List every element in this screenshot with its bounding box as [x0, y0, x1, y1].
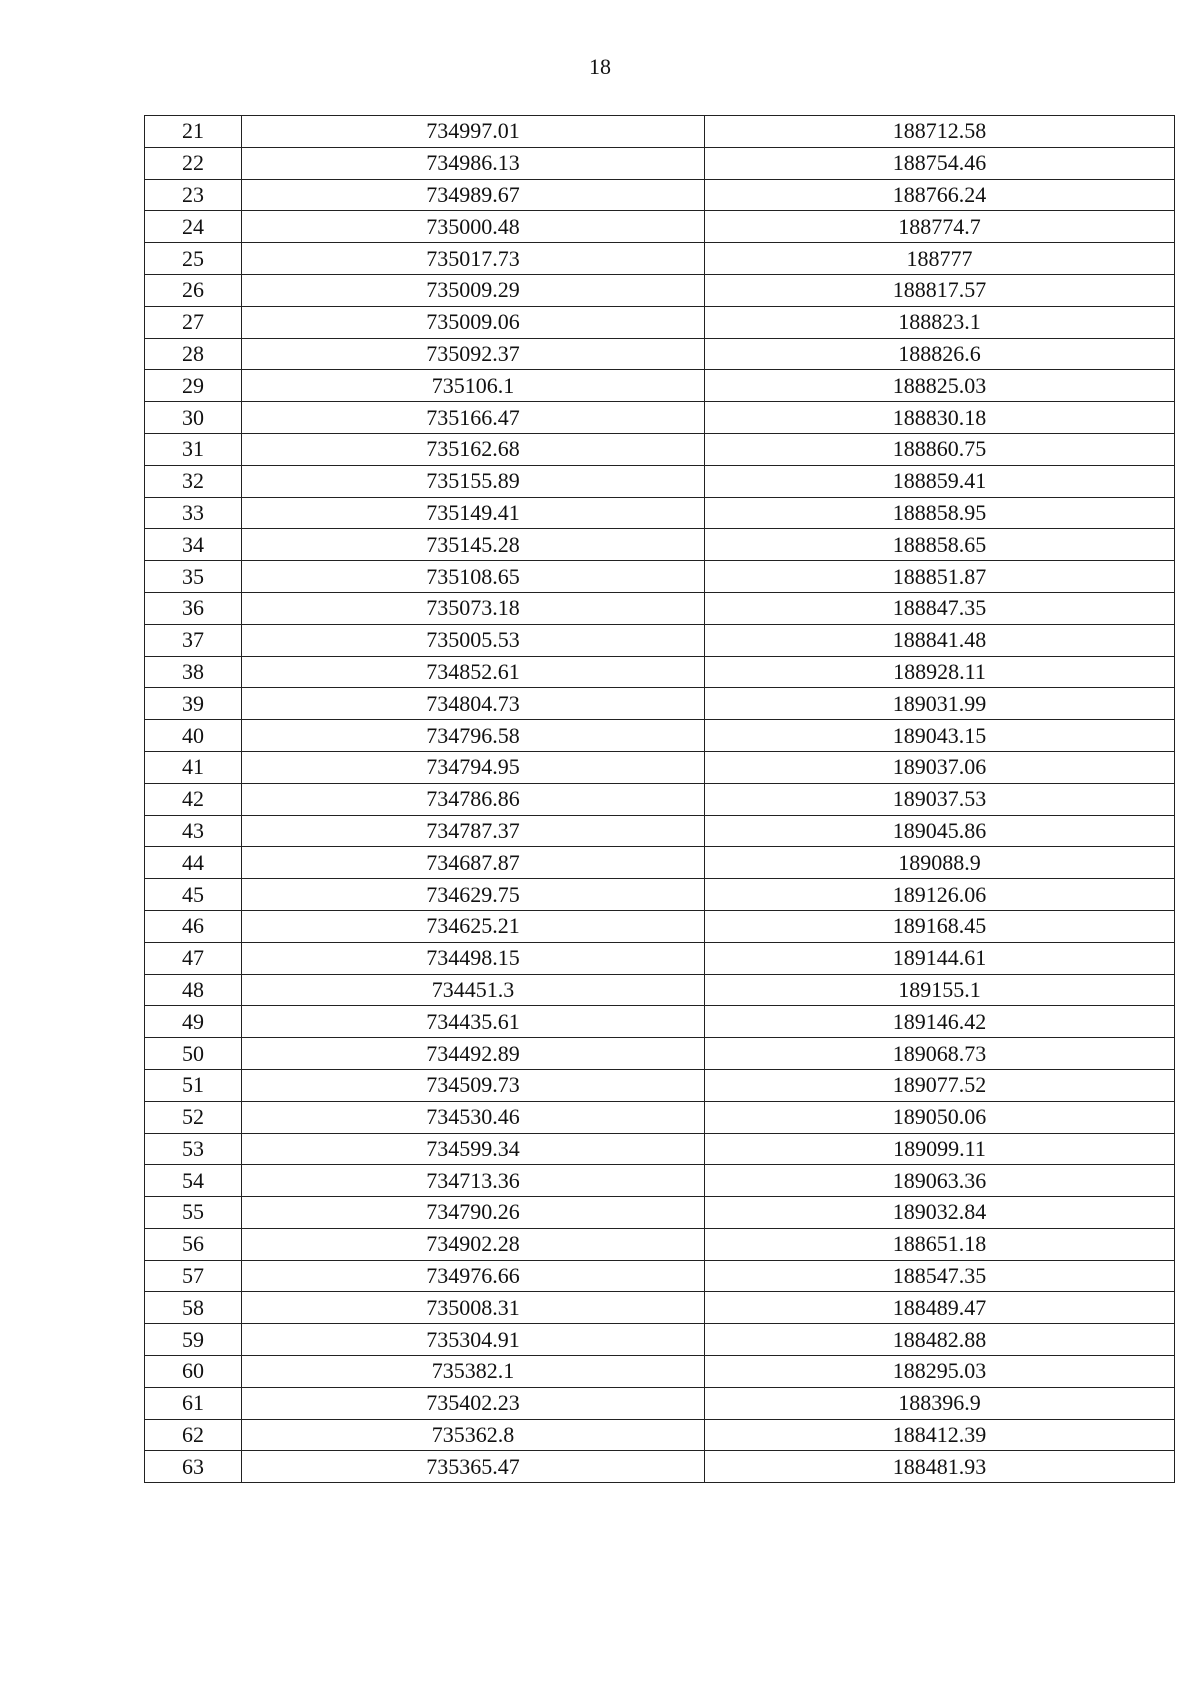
point-number-cell: 59 [145, 1324, 242, 1356]
point-number-cell: 51 [145, 1069, 242, 1101]
y-coordinate-cell: 189050.06 [705, 1101, 1175, 1133]
point-number-cell: 30 [145, 402, 242, 434]
y-coordinate-cell: 189063.36 [705, 1165, 1175, 1197]
point-number-cell: 47 [145, 942, 242, 974]
y-coordinate-cell: 189146.42 [705, 1006, 1175, 1038]
x-coordinate-cell: 735162.68 [242, 433, 705, 465]
table-row [145, 783, 1175, 815]
y-coordinate-cell: 188651.18 [705, 1228, 1175, 1260]
point-number-cell: 57 [145, 1260, 242, 1292]
x-coordinate-cell: 735106.1 [242, 370, 705, 402]
x-coordinate-cell: 734794.95 [242, 751, 705, 783]
table-row [145, 243, 1175, 275]
y-coordinate-cell: 188825.03 [705, 370, 1175, 402]
y-coordinate-cell: 189037.53 [705, 783, 1175, 815]
point-number-cell: 54 [145, 1165, 242, 1197]
table-row [145, 529, 1175, 561]
table-row [145, 847, 1175, 879]
point-number-cell: 37 [145, 624, 242, 656]
point-number-cell: 26 [145, 274, 242, 306]
x-coordinate-cell: 735145.28 [242, 529, 705, 561]
y-coordinate-cell: 188826.6 [705, 338, 1175, 370]
page-number: 18 [589, 54, 611, 79]
x-coordinate-cell: 735362.8 [242, 1419, 705, 1451]
point-number-cell: 44 [145, 847, 242, 879]
table-row [145, 1101, 1175, 1133]
x-coordinate-cell: 735304.91 [242, 1324, 705, 1356]
x-coordinate-cell: 734435.61 [242, 1006, 705, 1038]
table-row [145, 879, 1175, 911]
point-number-cell: 60 [145, 1356, 242, 1388]
x-coordinate-cell: 734713.36 [242, 1165, 705, 1197]
point-number-cell: 58 [145, 1292, 242, 1324]
y-coordinate-cell: 189144.61 [705, 942, 1175, 974]
table-row [145, 1387, 1175, 1419]
y-coordinate-cell: 189032.84 [705, 1197, 1175, 1229]
y-coordinate-cell: 188489.47 [705, 1292, 1175, 1324]
y-coordinate-cell: 188481.93 [705, 1451, 1175, 1483]
table-row [145, 624, 1175, 656]
y-coordinate-cell: 189126.06 [705, 879, 1175, 911]
x-coordinate-cell: 734509.73 [242, 1069, 705, 1101]
y-coordinate-cell: 188830.18 [705, 402, 1175, 434]
point-number-cell: 46 [145, 910, 242, 942]
x-coordinate-cell: 735155.89 [242, 465, 705, 497]
y-coordinate-cell: 188851.87 [705, 561, 1175, 593]
x-coordinate-cell: 734997.01 [242, 116, 705, 148]
table-row [145, 211, 1175, 243]
x-coordinate-cell: 735073.18 [242, 592, 705, 624]
point-number-cell: 61 [145, 1387, 242, 1419]
table-row [145, 592, 1175, 624]
table-row [145, 402, 1175, 434]
y-coordinate-cell: 188295.03 [705, 1356, 1175, 1388]
x-coordinate-cell: 734804.73 [242, 688, 705, 720]
x-coordinate-cell: 735005.53 [242, 624, 705, 656]
table-row [145, 1069, 1175, 1101]
x-coordinate-cell: 735008.31 [242, 1292, 705, 1324]
point-number-cell: 24 [145, 211, 242, 243]
x-coordinate-cell: 734498.15 [242, 942, 705, 974]
table-row [145, 910, 1175, 942]
point-number-cell: 55 [145, 1197, 242, 1229]
coordinates-table [144, 115, 1175, 1483]
table-row [145, 1006, 1175, 1038]
point-number-cell: 48 [145, 974, 242, 1006]
y-coordinate-cell: 188847.35 [705, 592, 1175, 624]
table-row [145, 1324, 1175, 1356]
y-coordinate-cell: 188860.75 [705, 433, 1175, 465]
table-row [145, 1197, 1175, 1229]
x-coordinate-cell: 735000.48 [242, 211, 705, 243]
x-coordinate-cell: 735009.06 [242, 306, 705, 338]
y-coordinate-cell: 189043.15 [705, 720, 1175, 752]
point-number-cell: 53 [145, 1133, 242, 1165]
x-coordinate-cell: 735382.1 [242, 1356, 705, 1388]
point-number-cell: 29 [145, 370, 242, 402]
y-coordinate-cell: 189099.11 [705, 1133, 1175, 1165]
x-coordinate-cell: 735108.65 [242, 561, 705, 593]
table-row [145, 720, 1175, 752]
point-number-cell: 62 [145, 1419, 242, 1451]
x-coordinate-cell: 734902.28 [242, 1228, 705, 1260]
point-number-cell: 40 [145, 720, 242, 752]
y-coordinate-cell: 188858.65 [705, 529, 1175, 561]
y-coordinate-cell: 188928.11 [705, 656, 1175, 688]
x-coordinate-cell: 734530.46 [242, 1101, 705, 1133]
point-number-cell: 50 [145, 1038, 242, 1070]
table-row [145, 465, 1175, 497]
table-row [145, 1038, 1175, 1070]
y-coordinate-cell: 189077.52 [705, 1069, 1175, 1101]
table-row [145, 179, 1175, 211]
table-row [145, 751, 1175, 783]
table-row [145, 1133, 1175, 1165]
x-coordinate-cell: 734787.37 [242, 815, 705, 847]
point-number-cell: 35 [145, 561, 242, 593]
x-coordinate-cell: 735166.47 [242, 402, 705, 434]
x-coordinate-cell: 734492.89 [242, 1038, 705, 1070]
table-row [145, 497, 1175, 529]
y-coordinate-cell: 188412.39 [705, 1419, 1175, 1451]
y-coordinate-cell: 188777 [705, 243, 1175, 275]
x-coordinate-cell: 734625.21 [242, 910, 705, 942]
point-number-cell: 34 [145, 529, 242, 561]
x-coordinate-cell: 735365.47 [242, 1451, 705, 1483]
table-row [145, 1356, 1175, 1388]
table-row [145, 370, 1175, 402]
x-coordinate-cell: 735092.37 [242, 338, 705, 370]
table-row [145, 942, 1175, 974]
x-coordinate-cell: 734599.34 [242, 1133, 705, 1165]
y-coordinate-cell: 188817.57 [705, 274, 1175, 306]
x-coordinate-cell: 734976.66 [242, 1260, 705, 1292]
point-number-cell: 45 [145, 879, 242, 911]
y-coordinate-cell: 188823.1 [705, 306, 1175, 338]
y-coordinate-cell: 189037.06 [705, 751, 1175, 783]
table-row [145, 306, 1175, 338]
y-coordinate-cell: 189168.45 [705, 910, 1175, 942]
x-coordinate-cell: 734796.58 [242, 720, 705, 752]
coordinates-table-body [145, 116, 1175, 1483]
x-coordinate-cell: 734451.3 [242, 974, 705, 1006]
x-coordinate-cell: 735017.73 [242, 243, 705, 275]
y-coordinate-cell: 188841.48 [705, 624, 1175, 656]
point-number-cell: 38 [145, 656, 242, 688]
point-number-cell: 25 [145, 243, 242, 275]
y-coordinate-cell: 188766.24 [705, 179, 1175, 211]
x-coordinate-cell: 734790.26 [242, 1197, 705, 1229]
x-coordinate-cell: 735009.29 [242, 274, 705, 306]
y-coordinate-cell: 188396.9 [705, 1387, 1175, 1419]
x-coordinate-cell: 734629.75 [242, 879, 705, 911]
table-row [145, 1419, 1175, 1451]
point-number-cell: 22 [145, 147, 242, 179]
point-number-cell: 52 [145, 1101, 242, 1133]
y-coordinate-cell: 188859.41 [705, 465, 1175, 497]
y-coordinate-cell: 189045.86 [705, 815, 1175, 847]
table-row [145, 688, 1175, 720]
x-coordinate-cell: 735402.23 [242, 1387, 705, 1419]
y-coordinate-cell: 188712.58 [705, 116, 1175, 148]
x-coordinate-cell: 734989.67 [242, 179, 705, 211]
table-row [145, 1260, 1175, 1292]
table-row [145, 274, 1175, 306]
table-row [145, 1165, 1175, 1197]
y-coordinate-cell: 189088.9 [705, 847, 1175, 879]
x-coordinate-cell: 734687.87 [242, 847, 705, 879]
y-coordinate-cell: 189068.73 [705, 1038, 1175, 1070]
table-row [145, 815, 1175, 847]
table-row [145, 1451, 1175, 1483]
point-number-cell: 49 [145, 1006, 242, 1038]
table-row [145, 656, 1175, 688]
point-number-cell: 23 [145, 179, 242, 211]
x-coordinate-cell: 734852.61 [242, 656, 705, 688]
y-coordinate-cell: 188858.95 [705, 497, 1175, 529]
table-row [145, 147, 1175, 179]
y-coordinate-cell: 188482.88 [705, 1324, 1175, 1356]
point-number-cell: 63 [145, 1451, 242, 1483]
table-row [145, 1228, 1175, 1260]
table-row [145, 338, 1175, 370]
y-coordinate-cell: 188754.46 [705, 147, 1175, 179]
point-number-cell: 33 [145, 497, 242, 529]
point-number-cell: 32 [145, 465, 242, 497]
point-number-cell: 27 [145, 306, 242, 338]
point-number-cell: 41 [145, 751, 242, 783]
point-number-cell: 39 [145, 688, 242, 720]
x-coordinate-cell: 735149.41 [242, 497, 705, 529]
point-number-cell: 28 [145, 338, 242, 370]
point-number-cell: 42 [145, 783, 242, 815]
point-number-cell: 36 [145, 592, 242, 624]
table-row [145, 433, 1175, 465]
table-row [145, 561, 1175, 593]
y-coordinate-cell: 189031.99 [705, 688, 1175, 720]
table-row [145, 1292, 1175, 1324]
x-coordinate-cell: 734986.13 [242, 147, 705, 179]
y-coordinate-cell: 189155.1 [705, 974, 1175, 1006]
y-coordinate-cell: 188774.7 [705, 211, 1175, 243]
y-coordinate-cell: 188547.35 [705, 1260, 1175, 1292]
table-row [145, 116, 1175, 148]
point-number-cell: 21 [145, 116, 242, 148]
x-coordinate-cell: 734786.86 [242, 783, 705, 815]
point-number-cell: 43 [145, 815, 242, 847]
point-number-cell: 31 [145, 433, 242, 465]
table-row [145, 974, 1175, 1006]
point-number-cell: 56 [145, 1228, 242, 1260]
